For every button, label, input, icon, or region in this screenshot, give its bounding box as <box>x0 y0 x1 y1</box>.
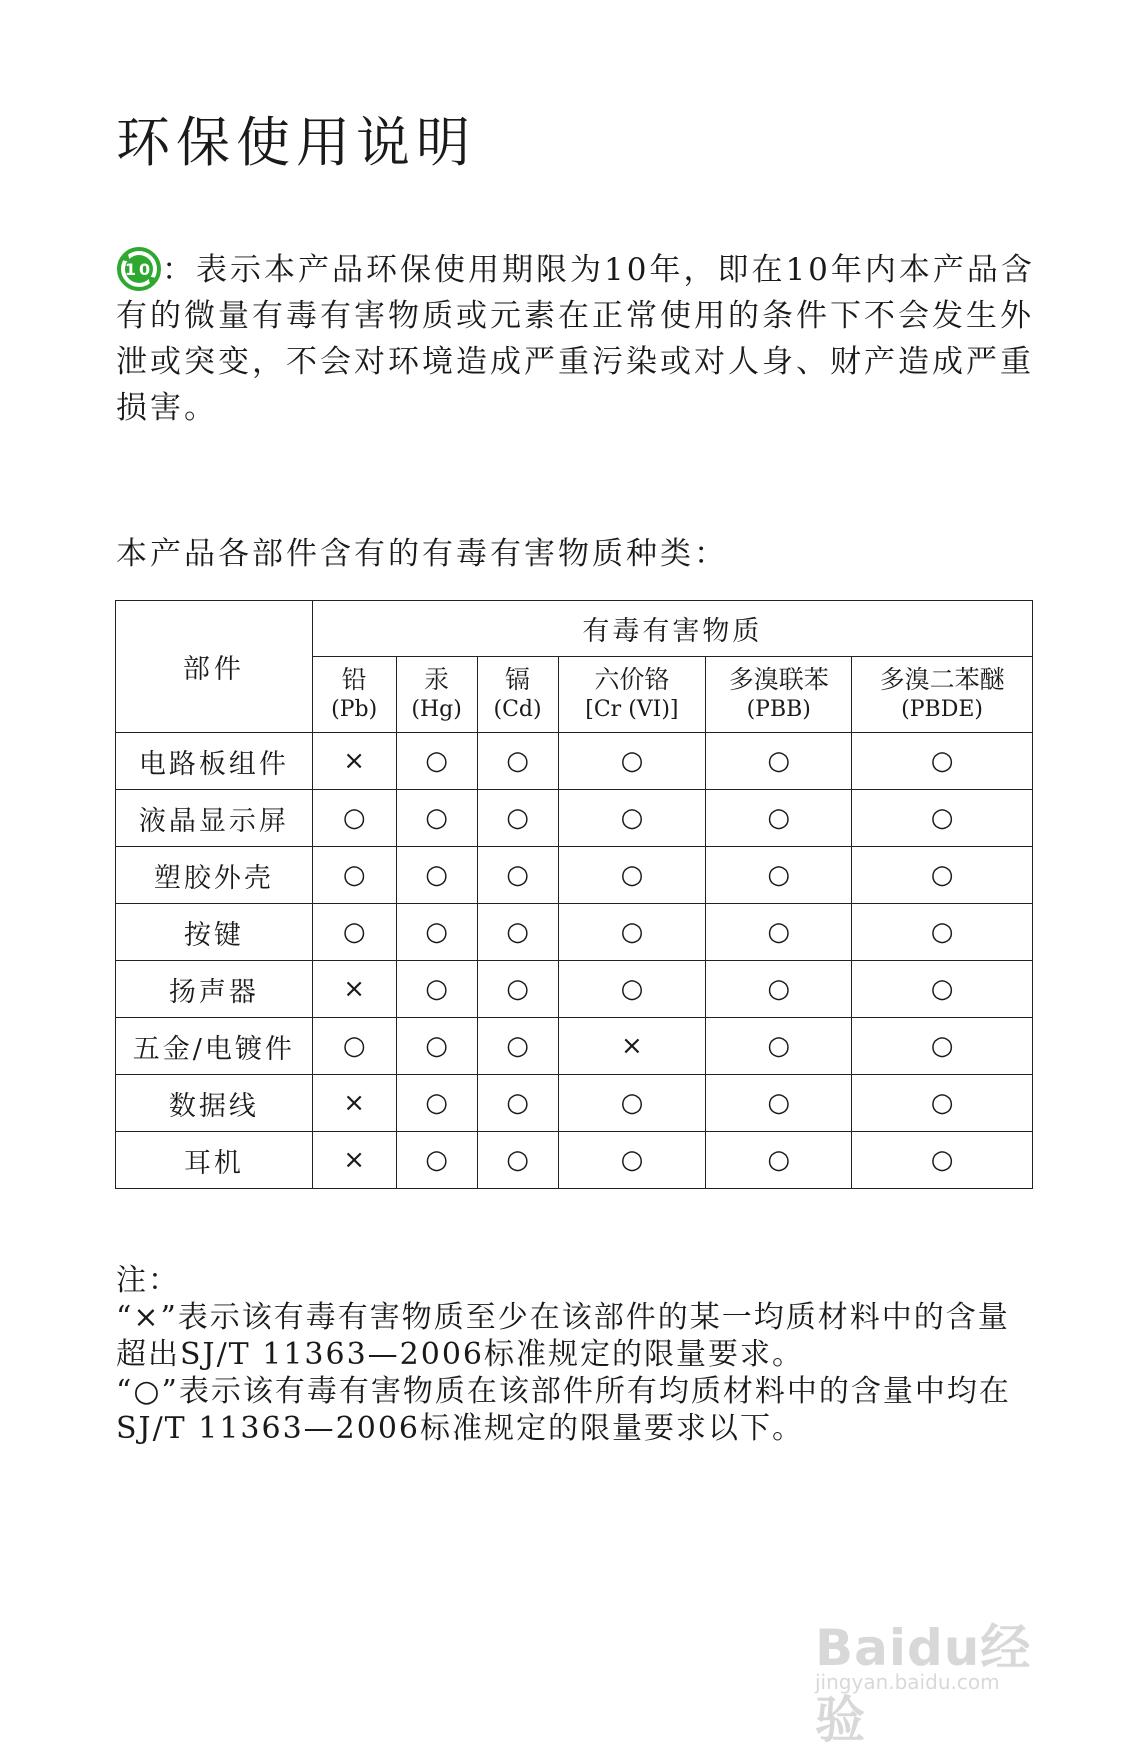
compliance-mark: ○ <box>312 904 396 961</box>
substance-name: 铅 <box>341 664 367 694</box>
compliance-mark: ○ <box>477 1075 558 1132</box>
intro-text: ：表示本产品环保使用期限为10年，即在10年内本产品含有的微量有毒有害物质或元素在正常使用的条件下不会发生外泄或突变，不会对环境造成严重污染或对人身、财产造成严重损害。 <box>116 252 1035 426</box>
compliance-mark: ○ <box>477 790 558 847</box>
table-row <box>116 904 1033 961</box>
compliance-mark: × <box>312 1075 396 1132</box>
intro-paragraph <box>116 246 1036 431</box>
eco-period-logo-icon <box>116 246 162 292</box>
compliance-mark: ○ <box>396 961 477 1018</box>
compliance-mark: ○ <box>852 1132 1033 1189</box>
compliance-mark: ○ <box>396 847 477 904</box>
part-name: 扬声器 <box>116 961 313 1018</box>
compliance-mark: ○ <box>852 733 1033 790</box>
table-row <box>116 1018 1033 1075</box>
table-row <box>116 790 1033 847</box>
compliance-mark: ○ <box>852 790 1033 847</box>
compliance-mark: ○ <box>477 1132 558 1189</box>
notes <box>116 1262 1036 1447</box>
compliance-mark: ○ <box>396 1132 477 1189</box>
compliance-mark: ○ <box>396 790 477 847</box>
compliance-mark: × <box>558 1018 706 1075</box>
compliance-mark: ○ <box>477 904 558 961</box>
compliance-mark: ○ <box>396 733 477 790</box>
part-name: 液晶显示屏 <box>116 790 313 847</box>
compliance-mark: ○ <box>477 733 558 790</box>
hazardous-substance-table <box>115 600 1033 1189</box>
compliance-mark: ○ <box>558 1075 706 1132</box>
compliance-mark: ○ <box>706 790 852 847</box>
notes-label: 注： <box>116 1263 180 1298</box>
table-row <box>116 733 1033 790</box>
compliance-mark: ○ <box>706 961 852 1018</box>
part-name: 电路板组件 <box>116 733 313 790</box>
section-heading: 本产品各部件含有的有毒有害物质种类： <box>116 536 728 572</box>
substance-name: 镉 <box>505 664 531 694</box>
compliance-mark: ○ <box>396 1075 477 1132</box>
part-name: 按键 <box>116 904 313 961</box>
compliance-mark: × <box>312 1132 396 1189</box>
substance-header-4 <box>706 657 852 733</box>
compliance-mark: ○ <box>706 733 852 790</box>
compliance-mark: ○ <box>312 847 396 904</box>
substance-header-3 <box>558 657 706 733</box>
substance-symbol: (PBDE) <box>901 696 983 722</box>
compliance-mark: ○ <box>706 847 852 904</box>
substance-group-header: 有毒有害物质 <box>312 601 1032 657</box>
table-row <box>116 1075 1033 1132</box>
compliance-mark: ○ <box>706 1132 852 1189</box>
compliance-mark: ○ <box>558 904 706 961</box>
watermark-url: jingyan.baidu.com <box>815 1670 1000 1694</box>
compliance-mark: ○ <box>852 1018 1033 1075</box>
compliance-mark: ○ <box>396 904 477 961</box>
substance-header-5 <box>852 657 1033 733</box>
compliance-mark: ○ <box>852 904 1033 961</box>
substance-name: 多溴二苯醚 <box>879 664 1005 694</box>
compliance-mark: ○ <box>558 1132 706 1189</box>
table-body <box>116 733 1033 1189</box>
compliance-mark: ○ <box>706 1018 852 1075</box>
compliance-mark: ○ <box>477 847 558 904</box>
compliance-mark: ○ <box>312 790 396 847</box>
table-row <box>116 961 1033 1018</box>
substance-name: 汞 <box>424 664 450 694</box>
part-name: 五金/电镀件 <box>116 1018 313 1075</box>
part-name: 数据线 <box>116 1075 313 1132</box>
compliance-mark: ○ <box>558 847 706 904</box>
compliance-mark: ○ <box>558 733 706 790</box>
baidu-watermark <box>815 1590 1075 1749</box>
substance-symbol: (PBB) <box>746 696 811 722</box>
compliance-mark: ○ <box>558 790 706 847</box>
substance-symbol: (Pb) <box>331 696 378 722</box>
substance-name: 六价铬 <box>594 664 670 694</box>
part-column-header: 部件 <box>116 601 313 733</box>
table-row <box>116 847 1033 904</box>
substance-symbol: [Cr (VI)] <box>585 696 679 722</box>
compliance-mark: ○ <box>396 1018 477 1075</box>
note-circle-explanation: “○”表示该有毒有害物质在该部件所有均质材料中的含量中均在SJ/T 11363—2006标准规定的限量要求以下。 <box>116 1374 1011 1446</box>
watermark-brand: Baidu经验 <box>815 1619 1032 1749</box>
substance-header-1 <box>396 657 477 733</box>
page-title: 环保使用说明 <box>116 111 476 174</box>
compliance-mark: ○ <box>558 961 706 1018</box>
substance-symbol: (Hg) <box>411 696 462 722</box>
substance-header-2 <box>477 657 558 733</box>
compliance-mark: ○ <box>477 961 558 1018</box>
compliance-mark: ○ <box>706 1075 852 1132</box>
compliance-mark: ○ <box>852 961 1033 1018</box>
compliance-mark: ○ <box>852 847 1033 904</box>
table-row <box>116 1132 1033 1189</box>
substance-name: 多溴联苯 <box>728 664 829 694</box>
eco-logo-label: 10 <box>124 260 154 279</box>
compliance-mark: × <box>312 733 396 790</box>
compliance-mark: ○ <box>312 1018 396 1075</box>
part-name: 塑胶外壳 <box>116 847 313 904</box>
substance-symbol: (Cd) <box>493 696 542 722</box>
part-name: 耳机 <box>116 1132 313 1189</box>
compliance-mark: ○ <box>852 1075 1033 1132</box>
compliance-mark: ○ <box>477 1018 558 1075</box>
note-cross-explanation: “×”表示该有毒有害物质至少在该部件的某一均质材料中的含量超出SJ/T 11363—2006标准规定的限量要求。 <box>116 1300 1010 1372</box>
compliance-mark: × <box>312 961 396 1018</box>
substance-header-0 <box>312 657 396 733</box>
compliance-mark: ○ <box>706 904 852 961</box>
